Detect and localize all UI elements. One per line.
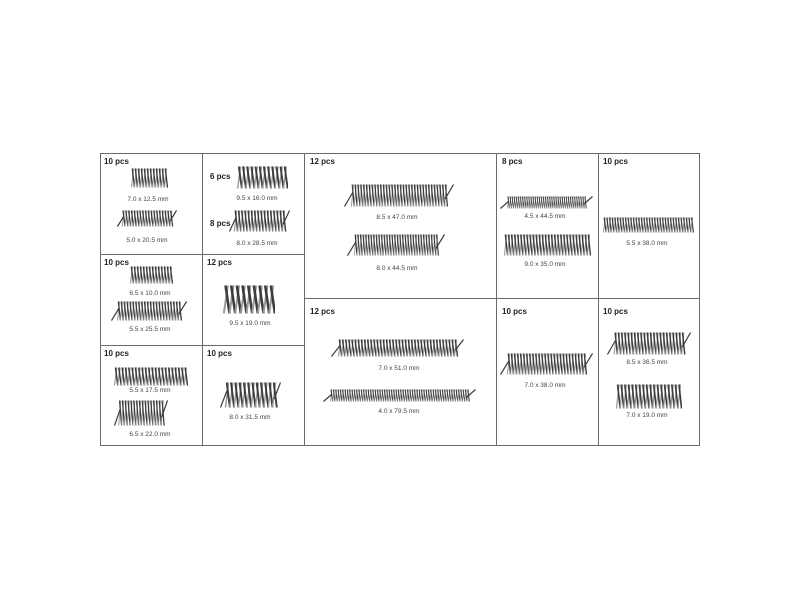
divider — [100, 254, 304, 255]
spring-image — [344, 183, 454, 208]
spring-image — [222, 284, 275, 315]
quantity-label: 12 pcs — [310, 157, 335, 166]
spring-dimension: 7.0 x 19.0 mm — [626, 412, 668, 419]
spring-image — [114, 399, 168, 427]
spring-image — [615, 383, 682, 410]
spring-image — [500, 352, 593, 376]
quantity-label: 12 pcs — [310, 307, 335, 316]
spring-dimension: 8.0 x 31.5 mm — [229, 414, 271, 421]
quantity-label: 10 pcs — [104, 258, 129, 267]
divider — [100, 345, 304, 346]
spring-image — [111, 300, 187, 322]
spring-dimension: 4.0 x 79.5 mm — [378, 408, 420, 415]
spring-image — [113, 366, 188, 387]
spring-image — [117, 209, 177, 228]
spring-dimension: 9.5 x 19.0 mm — [229, 320, 271, 327]
quantity-label: 10 pcs — [104, 349, 129, 358]
divider — [304, 153, 305, 446]
spring-image — [503, 233, 591, 257]
quantity-label: 8 pcs — [210, 219, 231, 228]
divider — [304, 298, 700, 299]
spring-dimension: 8.0 x 28.5 mm — [236, 240, 278, 247]
spring-dimension: 7.0 x 38.0 mm — [524, 382, 566, 389]
spring-dimension: 6.5 x 10.0 mm — [129, 290, 171, 297]
quantity-label: 10 pcs — [603, 157, 628, 166]
spring-image — [602, 216, 694, 234]
divider — [598, 153, 599, 446]
quantity-label: 8 pcs — [502, 157, 523, 166]
spring-dimension: 8.0 x 44.5 mm — [376, 265, 418, 272]
spring-dimension: 4.5 x 44.5 mm — [524, 213, 566, 220]
quantity-label: 12 pcs — [207, 258, 232, 267]
divider — [202, 153, 203, 446]
spring-dimension: 5.0 x 20.5 mm — [126, 237, 168, 244]
quantity-label: 10 pcs — [104, 157, 129, 166]
quantity-label: 10 pcs — [207, 349, 232, 358]
spring-dimension: 5.5 x 25.5 mm — [129, 326, 171, 333]
spring-image — [607, 331, 691, 356]
spring-dimension: 7.0 x 12.5 mm — [127, 196, 169, 203]
spring-dimension: 8.5 x 47.0 mm — [376, 214, 418, 221]
spring-image — [500, 195, 593, 210]
spring-image — [347, 233, 445, 257]
spring-dimension: 9.0 x 35.0 mm — [524, 261, 566, 268]
spring-dimension: 8.5 x 36.5 mm — [626, 359, 668, 366]
spring-image — [229, 209, 290, 233]
divider — [496, 153, 497, 446]
spring-dimension: 9.5 x 16.0 mm — [236, 195, 278, 202]
spring-image — [220, 381, 281, 409]
spring-dimension: 5.5 x 38.0 mm — [626, 240, 668, 247]
spring-image — [130, 167, 168, 189]
quantity-label: 10 pcs — [603, 307, 628, 316]
spring-image — [323, 388, 476, 403]
quantity-label: 6 pcs — [210, 172, 231, 181]
quantity-label: 10 pcs — [502, 307, 527, 316]
spring-image — [331, 338, 464, 358]
spring-dimension: 7.0 x 51.0 mm — [378, 365, 420, 372]
spring-dimension: 6.5 x 22.0 mm — [129, 431, 171, 438]
spring-image — [129, 265, 173, 285]
spring-image — [236, 165, 288, 190]
spring-dimension: 5.5 x 17.5 mm — [129, 387, 171, 394]
